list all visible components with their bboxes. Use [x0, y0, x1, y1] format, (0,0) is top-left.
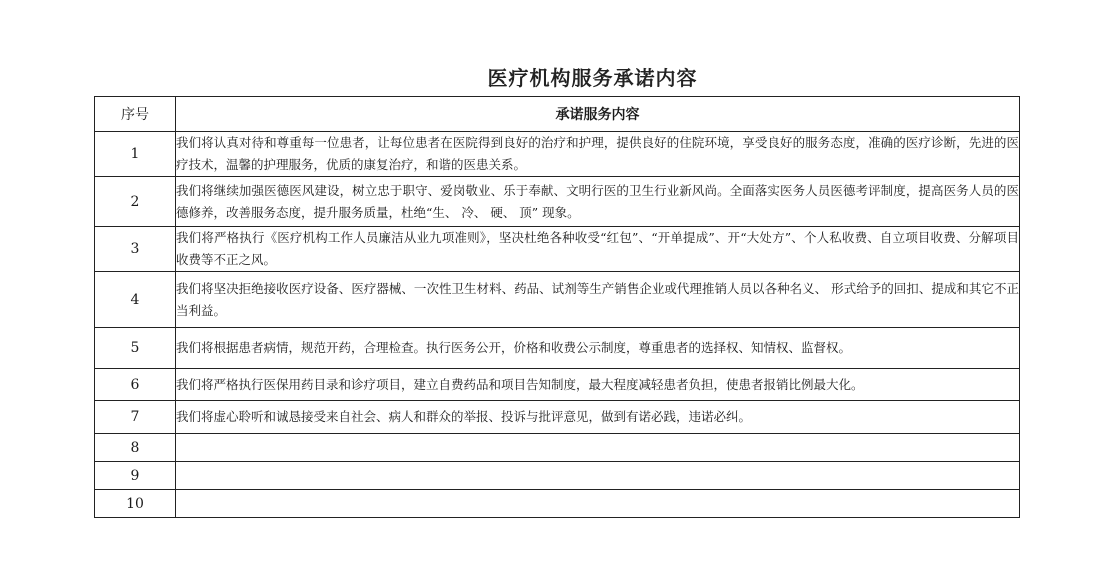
row-number: 2: [95, 177, 176, 227]
row-content: 我们将虚心聆听和诚恳接受来自社会、病人和群众的举报、投诉与批评意见，做到有诺必践，违诺必纠。: [176, 401, 1020, 434]
table-row: [95, 462, 1020, 490]
row-number: 6: [95, 369, 176, 401]
row-number: 9: [95, 462, 176, 490]
table-row: [95, 434, 1020, 462]
row-content: 我们将继续加强医德医风建设，树立忠于职守、爱岗敬业、乐于奉献、文明行医的卫生行业新风尚。全面落实医务人员医德考评制度，提高医务人员的医德修养，改善服务态度，提升服务质量，杜绝“生、 冷、 硬、 顶” 现象。: [176, 177, 1020, 227]
header-commitment-content: 承诺服务内容: [176, 97, 1020, 132]
table-row: [95, 272, 1020, 328]
commitment-table: [94, 96, 1020, 518]
row-content: 我们将坚决拒绝接收医疗设备、医疗器械、一次性卫生材料、药品、试剂等生产销售企业或代理推销人员以各种名义、 形式给予的回扣、提成和其它不正当利益。: [176, 272, 1020, 328]
table-header-row: [95, 97, 1020, 132]
table-row: [95, 401, 1020, 434]
row-number: 5: [95, 328, 176, 369]
table-row: [95, 369, 1020, 401]
header-serial-number: 序号: [95, 97, 176, 132]
row-number: 8: [95, 434, 176, 462]
row-number: 3: [95, 227, 176, 272]
table-row: [95, 177, 1020, 227]
row-number: 7: [95, 401, 176, 434]
row-content: 我们将严格执行医保用药目录和诊疗项目，建立自费药品和项目告知制度，最大程度减轻患者负担，使患者报销比例最大化。: [176, 369, 1020, 401]
row-content-empty: [176, 490, 1020, 518]
row-number: 10: [95, 490, 176, 518]
table-row: [95, 490, 1020, 518]
table-row: [95, 328, 1020, 369]
page-title: 医疗机构服务承诺内容: [487, 66, 698, 90]
row-content-empty: [176, 434, 1020, 462]
row-content: 我们将严格执行《医疗机构工作人员廉洁从业九项准则》，坚决杜绝各种收受“红包”、“开单提成”、开“大处方”、个人私收费、自立项目收费、分解项目收费等不正之风。: [176, 227, 1020, 272]
table-row: [95, 227, 1020, 272]
row-content: 我们将根据患者病情，规范开药，合理检查。执行医务公开，价格和收费公示制度，尊重患者的选择权、知情权、监督权。: [176, 328, 1020, 369]
table-row: [95, 132, 1020, 177]
row-content-empty: [176, 462, 1020, 490]
row-content: 我们将认真对待和尊重每一位患者，让每位患者在医院得到良好的治疗和护理，提供良好的住院环境，享受良好的服务态度，准确的医疗诊断，先进的医疗技术，温馨的护理服务，优质的康复治疗，和谐的医患关系。: [176, 132, 1020, 177]
row-number: 4: [95, 272, 176, 328]
row-number: 1: [95, 132, 176, 177]
